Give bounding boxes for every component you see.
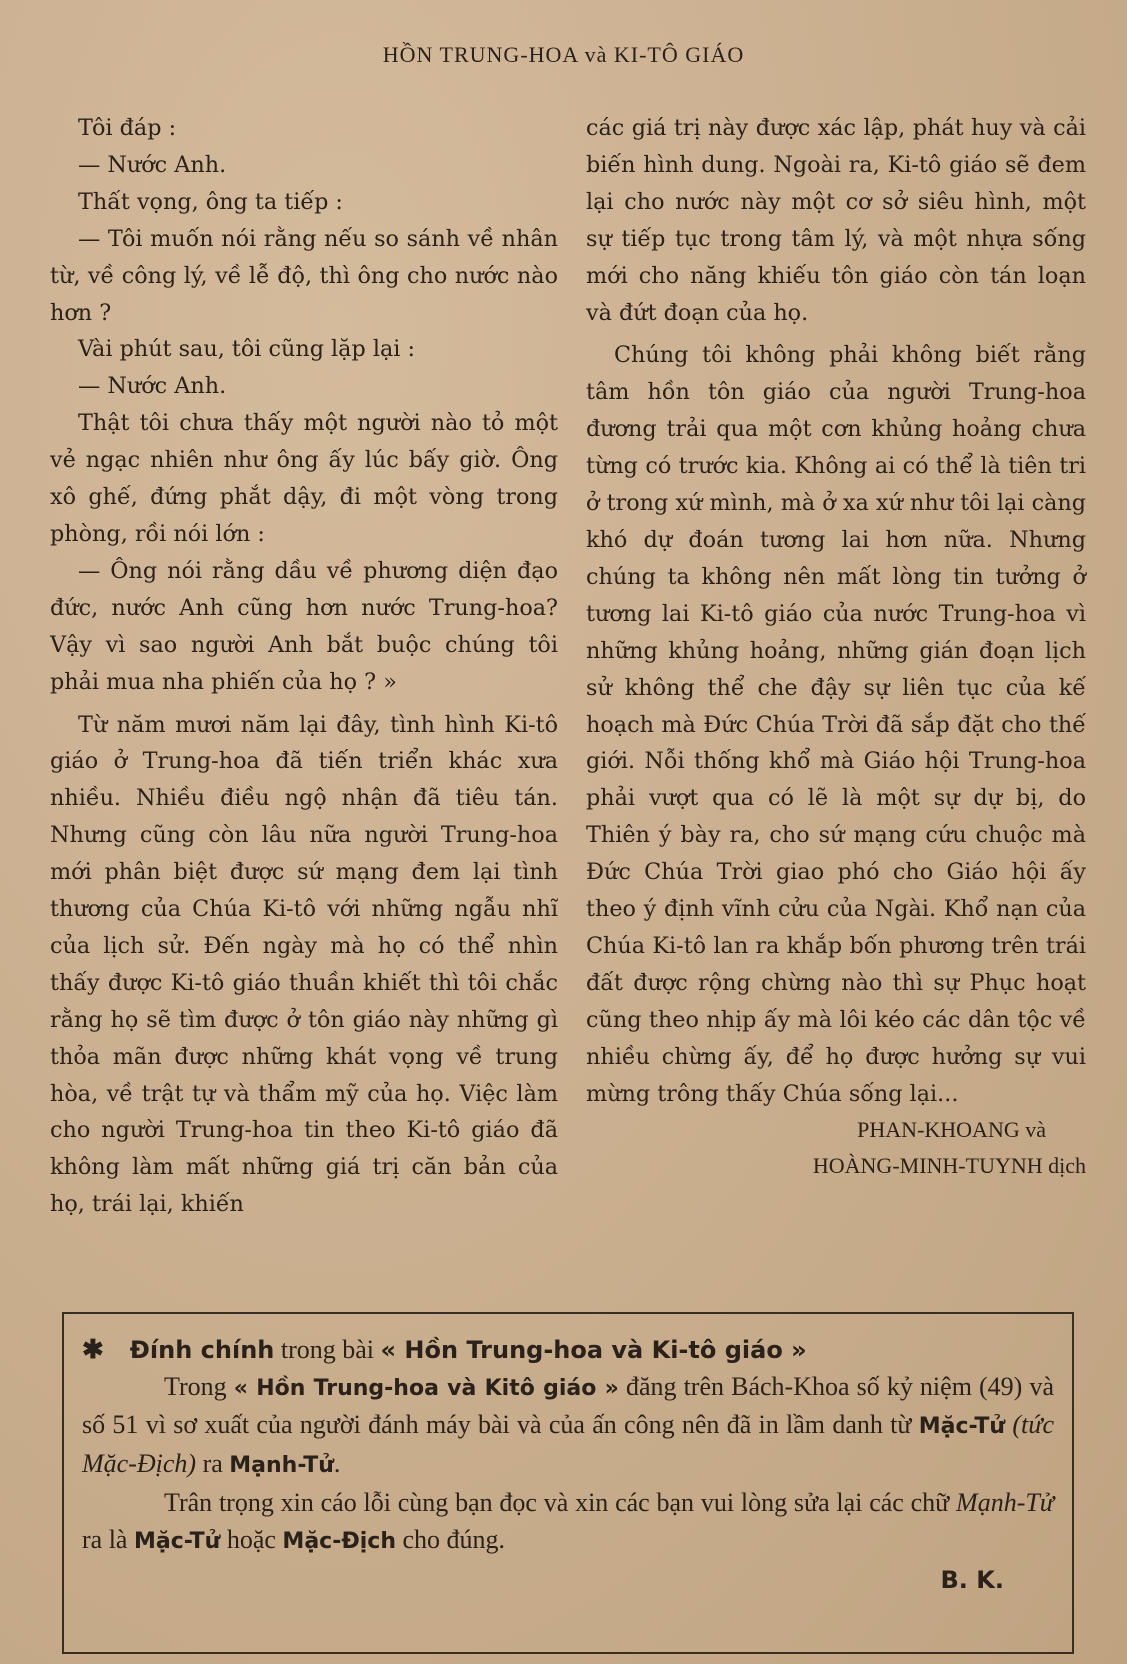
paragraph: Thật tôi chưa thấy một người nào tỏ một vẻ ngạc nhiên như ông ấy lúc bấy giờ. Ông xô ghế, đứng phắt dậy, đi một vòng trong phòng, rồi nói lớn : [50, 410, 558, 547]
text-run: cho đúng. [396, 1524, 506, 1554]
right-column [586, 110, 1086, 1184]
text-run: ra là [82, 1524, 134, 1554]
erratum-paragraph-2 [82, 1485, 1054, 1560]
erratum-lead: trong bài [274, 1335, 381, 1364]
erratum-label: Đính chính [129, 1336, 275, 1364]
article-title: « Hồn Trung-hoa và Kitô giáo » [233, 1375, 619, 1401]
text-run: Trân trọng xin cáo lỗi cùng bạn đọc và xin các bạn vui lòng sửa lại các chữ [164, 1487, 957, 1517]
text-run: ra [196, 1449, 230, 1479]
paragraph: Từ năm mươi năm lại đây, tình hình Ki-tô giáo ở Trung-hoa đã tiến triển khác xưa nhiều. Nhiều điều ngộ nhận đã tiêu tán. Nhưng cũng còn lâu nữa người Trung-hoa mới phân biệt được sứ mạng đem lại tình thương của Chúa Ki-tô với những ngẫu nhĩ của lịch sử. Đến ngày mà họ có thể nhìn thấy được Ki-tô giáo thuần khiết thì tôi chắc rằng họ sẽ tìm được ở tôn giáo này những gì thỏa mãn được những khát vọng về trung hòa, về trật tự và thẩm mỹ của họ. Việc làm cho người Trung-hoa tin theo Ki-tô giáo đã không làm mất những giá trị căn bản của họ, trái lại, khiến [50, 711, 558, 1218]
paragraph: — Nước Anh. [78, 373, 227, 400]
erratum-heading [82, 1332, 1054, 1369]
name-alias: (tức Mặc-Địch) [82, 1410, 1054, 1479]
name-correct: Mặc-Tử [918, 1414, 1006, 1440]
paragraph: Chúng tôi không phải không biết rằng tâm hồn tôn giáo của người Trung-hoa đương trải qua một cơn khủng hoảng chưa từng có trước kia. Không ai có thể là tiên tri ở trong xứ mình, mà ở xa xứ như tôi lại càng khó dự đoán tương lai hơn nữa. Nhưng chúng ta không nên mất lòng tin tưởng ở tương lai Ki-tô giáo của nước Trung-hoa vì những khủng hoảng, những gián đoạn lịch sử không thể che đậy sự liên tục của kế hoạch mà Đức Chúa Trời đã sắp đặt cho thế giới. Nỗi thống khổ mà Giáo hội Trung-hoa phải vượt qua có lẽ là một sự dự bị, do Thiên ý bày ra, cho sứ mạng cứu chuộc mà Đức Chúa Trời giao phó cho Giáo hội ấy theo ý định vĩnh cửu của Ngài. Khổ nạn của Chúa Ki-tô lan ra khắp bốn phương trên trái đất được rộng chừng nào thì sự Phục hoạt cũng theo nhịp ấy mà lôi kéo các dân tộc về nhiều chừng ấy, để họ được hưởng sự vui mừng trông thấy Chúa sống lại... [586, 342, 1086, 1107]
paragraph: Tôi đáp : [78, 115, 177, 141]
name-correct: Mặc-Địch [282, 1528, 397, 1554]
paragraph: — Ông nói rằng dầu về phương diện đạo đức, nước Anh cũng hơn nước Trung-hoa? Vậy vì sao người Anh bắt buộc chúng tôi phải mua nha phiến của họ ? » [50, 557, 558, 695]
paragraph: các giá trị này được xác lập, phát huy và cải biến hình dung. Ngoài ra, Ki-tô giáo sẽ đem lại cho nước này một cơ sở siêu hình, một sự tiếp tục trong tâm lý, và một nhựa sống mới cho năng khiếu tôn giáo còn tán loạn và đứt đoạn của họ. [586, 115, 1086, 326]
erratum-signature: B. K. [940, 1566, 1004, 1595]
running-header: HỒN TRUNG-HOA và KI-TÔ GIÁO [382, 42, 745, 67]
text-run: đăng trên Bách-Khoa số kỷ niệm (49) và số 51 vì sơ xuất của người đánh máy bài và của ấn công nên đã in lầm danh từ [82, 1371, 1054, 1440]
erratum-title: « Hồn Trung-hoa và Ki-tô giáo » [380, 1336, 807, 1364]
star-icon: ✱ [82, 1335, 104, 1364]
paragraph: — Tôi muốn nói rằng nếu so sánh về nhân từ, về công lý, về lễ độ, thì ông cho nước nào hơn ? [50, 225, 558, 326]
erratum-paragraph-1 [82, 1369, 1054, 1485]
text-run: hoặc [220, 1524, 283, 1554]
paragraph: Vài phút sau, tôi cũng lặp lại : [78, 336, 415, 363]
text-run: Trong [164, 1371, 234, 1401]
erratum-box [62, 1312, 1074, 1654]
translator-line-2: HOÀNG-MINH-TUYNH dịch [812, 1153, 1086, 1179]
name-wrong: Mạnh-Tử [956, 1487, 1054, 1517]
name-wrong: Mạnh-Tử [229, 1453, 334, 1479]
name-correct: Mặc-Tử [133, 1528, 221, 1554]
paragraph: Thất vọng, ông ta tiếp : [78, 188, 343, 215]
left-column [50, 110, 558, 1223]
text-run: . [333, 1449, 341, 1479]
paragraph: — Nước Anh. [78, 151, 227, 178]
translator-line-1: PHAN-KHOANG và [857, 1117, 1046, 1143]
